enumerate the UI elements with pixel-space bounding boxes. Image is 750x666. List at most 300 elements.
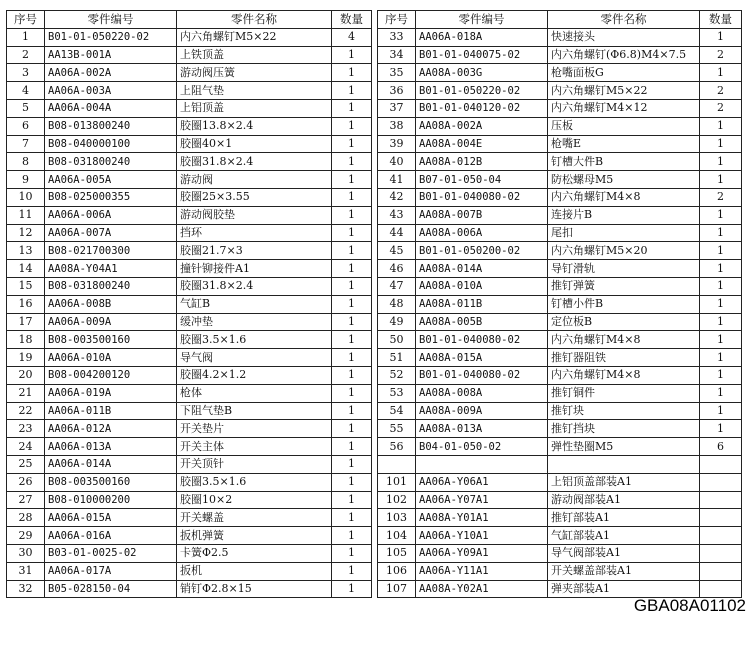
cell-no: 17 bbox=[7, 313, 45, 331]
cell-part-name: 钉槽大件B bbox=[548, 153, 700, 171]
cell-part-name: 开关螺盖部装A1 bbox=[548, 562, 700, 580]
table-row bbox=[7, 153, 372, 171]
table-row bbox=[7, 384, 372, 402]
cell-qty: 1 bbox=[700, 420, 742, 438]
cell-part-code bbox=[416, 455, 548, 473]
table-row bbox=[7, 28, 372, 46]
cell-part-code: AA06A-013A bbox=[45, 438, 177, 456]
cell-part-name: 开关垫片 bbox=[177, 420, 332, 438]
cell-part-code: AA08A-010A bbox=[416, 277, 548, 295]
cell-qty: 1 bbox=[700, 331, 742, 349]
cell-qty bbox=[700, 527, 742, 545]
table-row bbox=[378, 153, 742, 171]
cell-part-code: AA06A-011B bbox=[45, 402, 177, 420]
cell-qty: 1 bbox=[332, 580, 372, 598]
cell-part-name: 开关主体 bbox=[177, 438, 332, 456]
cell-part-code: AA08A-013A bbox=[416, 420, 548, 438]
table-row bbox=[7, 242, 372, 260]
cell-part-name: 内六角螺钉M5×22 bbox=[177, 28, 332, 46]
cell-qty: 1 bbox=[700, 153, 742, 171]
cell-part-code: AA08A-Y02A1 bbox=[416, 580, 548, 598]
cell-part-code: AA08A-011B bbox=[416, 295, 548, 313]
table-row bbox=[378, 224, 742, 242]
header-qty: 数量 bbox=[332, 11, 372, 29]
cell-no: 44 bbox=[378, 224, 416, 242]
cell-part-code: AA06A-Y09A1 bbox=[416, 544, 548, 562]
cell-part-name: 快速接头 bbox=[548, 28, 700, 46]
cell-qty: 4 bbox=[332, 28, 372, 46]
cell-part-name: 枪嘴面板G bbox=[548, 64, 700, 82]
cell-qty: 1 bbox=[332, 544, 372, 562]
table-row bbox=[7, 224, 372, 242]
cell-qty: 1 bbox=[700, 384, 742, 402]
cell-no: 47 bbox=[378, 277, 416, 295]
table-row bbox=[7, 509, 372, 527]
cell-qty: 2 bbox=[700, 188, 742, 206]
table-row bbox=[378, 402, 742, 420]
cell-part-name: 钉槽小件B bbox=[548, 295, 700, 313]
cell-part-name: 上阻气垫 bbox=[177, 82, 332, 100]
table-row bbox=[378, 544, 742, 562]
cell-qty: 1 bbox=[332, 331, 372, 349]
cell-part-code: AA06A-018A bbox=[416, 28, 548, 46]
cell-qty: 1 bbox=[332, 491, 372, 509]
cell-qty bbox=[700, 509, 742, 527]
cell-part-code: B08-004200120 bbox=[45, 366, 177, 384]
cell-qty: 1 bbox=[332, 438, 372, 456]
cell-part-name: 导钉滑轨 bbox=[548, 260, 700, 278]
cell-part-name: 内六角螺钉M4×8 bbox=[548, 188, 700, 206]
cell-no: 4 bbox=[7, 82, 45, 100]
cell-part-name: 胶圈25×3.55 bbox=[177, 188, 332, 206]
cell-no: 107 bbox=[378, 580, 416, 598]
cell-part-code: AA06A-017A bbox=[45, 562, 177, 580]
cell-part-name: 缓冲垫 bbox=[177, 313, 332, 331]
table-row bbox=[378, 295, 742, 313]
cell-no: 50 bbox=[378, 331, 416, 349]
table-row bbox=[7, 117, 372, 135]
table-row bbox=[7, 331, 372, 349]
cell-no: 6 bbox=[7, 117, 45, 135]
cell-part-name: 销钉Φ2.8×15 bbox=[177, 580, 332, 598]
cell-no: 3 bbox=[7, 64, 45, 82]
cell-part-name: 气缸部装A1 bbox=[548, 527, 700, 545]
cell-no bbox=[378, 455, 416, 473]
cell-no: 51 bbox=[378, 349, 416, 367]
table-row bbox=[7, 544, 372, 562]
cell-qty: 1 bbox=[332, 153, 372, 171]
cell-part-code: B08-003500160 bbox=[45, 331, 177, 349]
cell-part-name: 撞针铆接件A1 bbox=[177, 260, 332, 278]
cell-no: 56 bbox=[378, 438, 416, 456]
cell-part-code: B01-01-040120-02 bbox=[416, 99, 548, 117]
cell-qty: 1 bbox=[700, 28, 742, 46]
cell-no: 15 bbox=[7, 277, 45, 295]
cell-part-name: 开关顶针 bbox=[177, 455, 332, 473]
cell-part-name: 游动阀胶垫 bbox=[177, 206, 332, 224]
header-no: 序号 bbox=[378, 11, 416, 29]
cell-part-name: 胶圈3.5×1.6 bbox=[177, 331, 332, 349]
table-row bbox=[7, 313, 372, 331]
cell-part-name: 内六角螺钉M4×8 bbox=[548, 331, 700, 349]
table-row bbox=[7, 580, 372, 598]
cell-no: 32 bbox=[7, 580, 45, 598]
cell-part-name: 胶圈10×2 bbox=[177, 491, 332, 509]
cell-qty: 1 bbox=[332, 260, 372, 278]
cell-part-code: AA08A-003G bbox=[416, 64, 548, 82]
cell-qty: 1 bbox=[332, 455, 372, 473]
table-row bbox=[7, 188, 372, 206]
cell-part-code: AA08A-004E bbox=[416, 135, 548, 153]
cell-part-code: B01-01-040080-02 bbox=[416, 188, 548, 206]
cell-no: 18 bbox=[7, 331, 45, 349]
cell-no: 10 bbox=[7, 188, 45, 206]
cell-no: 33 bbox=[378, 28, 416, 46]
cell-qty: 1 bbox=[332, 117, 372, 135]
cell-part-code: AA08A-009A bbox=[416, 402, 548, 420]
cell-qty: 1 bbox=[332, 473, 372, 491]
table-row bbox=[7, 349, 372, 367]
cell-no: 27 bbox=[7, 491, 45, 509]
cell-part-code: B01-01-050220-02 bbox=[45, 28, 177, 46]
cell-no: 21 bbox=[7, 384, 45, 402]
cell-no: 9 bbox=[7, 171, 45, 189]
cell-no: 35 bbox=[378, 64, 416, 82]
cell-part-code: AA06A-004A bbox=[45, 99, 177, 117]
table-row bbox=[7, 420, 372, 438]
table-row bbox=[378, 562, 742, 580]
cell-part-name: 胶圈4.2×1.2 bbox=[177, 366, 332, 384]
cell-qty: 2 bbox=[700, 99, 742, 117]
cell-qty: 1 bbox=[332, 99, 372, 117]
cell-part-name: 内六角螺钉M5×22 bbox=[548, 82, 700, 100]
cell-part-code: AA08A-005B bbox=[416, 313, 548, 331]
table-row bbox=[378, 242, 742, 260]
table-row bbox=[378, 438, 742, 456]
cell-no: 19 bbox=[7, 349, 45, 367]
cell-part-code: AA06A-Y11A1 bbox=[416, 562, 548, 580]
cell-part-name: 压板 bbox=[548, 117, 700, 135]
cell-part-code: B07-01-050-04 bbox=[416, 171, 548, 189]
cell-qty: 1 bbox=[332, 188, 372, 206]
cell-no: 1 bbox=[7, 28, 45, 46]
cell-part-code: AA06A-015A bbox=[45, 509, 177, 527]
cell-part-code: B01-01-050200-02 bbox=[416, 242, 548, 260]
cell-no: 40 bbox=[378, 153, 416, 171]
cell-qty bbox=[700, 562, 742, 580]
cell-qty: 1 bbox=[332, 402, 372, 420]
cell-part-name: 连接片B bbox=[548, 206, 700, 224]
cell-part-name: 推钉块 bbox=[548, 402, 700, 420]
table-row bbox=[378, 28, 742, 46]
cell-part-code: AA06A-Y06A1 bbox=[416, 473, 548, 491]
cell-part-name: 卡簧Φ2.5 bbox=[177, 544, 332, 562]
table-row bbox=[7, 491, 372, 509]
cell-part-name: 推钉弹簧 bbox=[548, 277, 700, 295]
table-row bbox=[378, 384, 742, 402]
cell-no: 49 bbox=[378, 313, 416, 331]
cell-part-code: B01-01-050220-02 bbox=[416, 82, 548, 100]
cell-no: 48 bbox=[378, 295, 416, 313]
table-row bbox=[7, 260, 372, 278]
cell-part-code: AA08A-014A bbox=[416, 260, 548, 278]
cell-part-name: 胶圈3.5×1.6 bbox=[177, 473, 332, 491]
cell-part-name: 胶圈40×1 bbox=[177, 135, 332, 153]
cell-part-code: AA06A-002A bbox=[45, 64, 177, 82]
table-row bbox=[378, 188, 742, 206]
cell-qty: 6 bbox=[700, 438, 742, 456]
cell-qty: 1 bbox=[332, 562, 372, 580]
cell-qty: 1 bbox=[332, 384, 372, 402]
table-row bbox=[7, 438, 372, 456]
cell-part-name: 气缸B bbox=[177, 295, 332, 313]
cell-qty: 1 bbox=[700, 117, 742, 135]
cell-no: 36 bbox=[378, 82, 416, 100]
cell-no: 11 bbox=[7, 206, 45, 224]
table-row bbox=[7, 171, 372, 189]
cell-part-name: 推钉挡块 bbox=[548, 420, 700, 438]
cell-qty: 2 bbox=[700, 46, 742, 64]
cell-no: 38 bbox=[378, 117, 416, 135]
parts-table-left bbox=[6, 10, 372, 598]
cell-part-name: 游动阀压簧 bbox=[177, 64, 332, 82]
cell-part-code: AA08A-006A bbox=[416, 224, 548, 242]
cell-qty: 1 bbox=[332, 82, 372, 100]
cell-part-code: AA06A-016A bbox=[45, 527, 177, 545]
cell-part-code: B08-021700300 bbox=[45, 242, 177, 260]
table-row bbox=[378, 46, 742, 64]
table-row bbox=[7, 277, 372, 295]
table-row bbox=[378, 313, 742, 331]
cell-no: 16 bbox=[7, 295, 45, 313]
cell-part-code: B08-031800240 bbox=[45, 153, 177, 171]
table-row bbox=[378, 420, 742, 438]
cell-part-code: AA08A-Y04A1 bbox=[45, 260, 177, 278]
table-row bbox=[378, 277, 742, 295]
cell-part-name: 弹夹部装A1 bbox=[548, 580, 700, 598]
cell-qty: 1 bbox=[332, 313, 372, 331]
cell-qty bbox=[700, 491, 742, 509]
cell-part-name: 挡环 bbox=[177, 224, 332, 242]
cell-qty: 1 bbox=[700, 135, 742, 153]
table-row bbox=[378, 99, 742, 117]
table-row bbox=[378, 455, 742, 473]
cell-no: 55 bbox=[378, 420, 416, 438]
cell-no: 41 bbox=[378, 171, 416, 189]
cell-qty bbox=[700, 544, 742, 562]
cell-qty: 1 bbox=[332, 224, 372, 242]
table-row bbox=[378, 527, 742, 545]
cell-qty: 1 bbox=[332, 349, 372, 367]
cell-no: 23 bbox=[7, 420, 45, 438]
cell-no: 54 bbox=[378, 402, 416, 420]
cell-qty: 1 bbox=[700, 206, 742, 224]
cell-no: 102 bbox=[378, 491, 416, 509]
cell-no: 5 bbox=[7, 99, 45, 117]
cell-part-code: B01-01-040080-02 bbox=[416, 366, 548, 384]
cell-qty: 1 bbox=[700, 366, 742, 384]
table-row bbox=[7, 366, 372, 384]
cell-qty: 1 bbox=[332, 295, 372, 313]
cell-part-code: AA08A-008A bbox=[416, 384, 548, 402]
cell-part-code: B08-031800240 bbox=[45, 277, 177, 295]
cell-part-name: 胶圈13.8×2.4 bbox=[177, 117, 332, 135]
cell-part-name: 弹性垫圈M5 bbox=[548, 438, 700, 456]
table-row bbox=[378, 366, 742, 384]
cell-part-code: B08-010000200 bbox=[45, 491, 177, 509]
cell-qty: 1 bbox=[332, 277, 372, 295]
cell-qty: 1 bbox=[332, 509, 372, 527]
cell-part-code: B05-028150-04 bbox=[45, 580, 177, 598]
cell-no: 43 bbox=[378, 206, 416, 224]
cell-part-code: AA13B-001A bbox=[45, 46, 177, 64]
table-row bbox=[7, 473, 372, 491]
table-row bbox=[378, 206, 742, 224]
cell-part-name: 上铝顶盖部装A1 bbox=[548, 473, 700, 491]
table-row bbox=[7, 135, 372, 153]
table-row bbox=[7, 527, 372, 545]
cell-qty: 1 bbox=[332, 135, 372, 153]
table-row bbox=[378, 64, 742, 82]
cell-no: 29 bbox=[7, 527, 45, 545]
cell-no: 37 bbox=[378, 99, 416, 117]
cell-no: 31 bbox=[7, 562, 45, 580]
cell-part-name: 扳机 bbox=[177, 562, 332, 580]
cell-no: 12 bbox=[7, 224, 45, 242]
cell-qty: 1 bbox=[700, 277, 742, 295]
table-row bbox=[378, 331, 742, 349]
cell-no: 106 bbox=[378, 562, 416, 580]
cell-part-code: AA08A-007B bbox=[416, 206, 548, 224]
cell-part-name: 推钉铜件 bbox=[548, 384, 700, 402]
document-code: GBA08A01102 bbox=[633, 596, 746, 615]
cell-part-name: 开关螺盖 bbox=[177, 509, 332, 527]
table-row bbox=[378, 349, 742, 367]
cell-part-name: 内六角螺钉M5×20 bbox=[548, 242, 700, 260]
table-row bbox=[378, 491, 742, 509]
cell-part-name: 定位板B bbox=[548, 313, 700, 331]
cell-part-code: B08-003500160 bbox=[45, 473, 177, 491]
header-code: 零件编号 bbox=[416, 11, 548, 29]
table-row bbox=[378, 509, 742, 527]
cell-part-name bbox=[548, 455, 700, 473]
cell-no: 13 bbox=[7, 242, 45, 260]
cell-part-code: AA06A-003A bbox=[45, 82, 177, 100]
cell-part-code: B03-01-0025-02 bbox=[45, 544, 177, 562]
table-row bbox=[7, 206, 372, 224]
cell-qty: 1 bbox=[332, 527, 372, 545]
table-row bbox=[7, 99, 372, 117]
cell-no: 42 bbox=[378, 188, 416, 206]
cell-part-code: AA08A-015A bbox=[416, 349, 548, 367]
cell-qty: 1 bbox=[700, 402, 742, 420]
cell-no: 8 bbox=[7, 153, 45, 171]
cell-part-name: 扳机弹簧 bbox=[177, 527, 332, 545]
cell-no: 25 bbox=[7, 455, 45, 473]
cell-part-code: AA06A-014A bbox=[45, 455, 177, 473]
cell-part-code: AA06A-019A bbox=[45, 384, 177, 402]
cell-no: 39 bbox=[378, 135, 416, 153]
cell-part-code: B01-01-040075-02 bbox=[416, 46, 548, 64]
cell-part-code: B08-013800240 bbox=[45, 117, 177, 135]
cell-part-name: 上铁顶盖 bbox=[177, 46, 332, 64]
table-row bbox=[378, 473, 742, 491]
cell-part-name: 枪体 bbox=[177, 384, 332, 402]
cell-qty: 1 bbox=[700, 224, 742, 242]
cell-qty bbox=[700, 455, 742, 473]
cell-part-code: B04-01-050-02 bbox=[416, 438, 548, 456]
cell-part-name: 导气阀 bbox=[177, 349, 332, 367]
cell-part-code: AA06A-009A bbox=[45, 313, 177, 331]
cell-no: 52 bbox=[378, 366, 416, 384]
cell-no: 53 bbox=[378, 384, 416, 402]
cell-no: 2 bbox=[7, 46, 45, 64]
cell-no: 34 bbox=[378, 46, 416, 64]
cell-qty: 1 bbox=[332, 64, 372, 82]
cell-qty: 1 bbox=[332, 46, 372, 64]
cell-part-code: AA06A-Y07A1 bbox=[416, 491, 548, 509]
table-row bbox=[7, 64, 372, 82]
table-row bbox=[378, 82, 742, 100]
cell-part-code: B01-01-040080-02 bbox=[416, 331, 548, 349]
cell-qty: 1 bbox=[700, 349, 742, 367]
cell-no: 101 bbox=[378, 473, 416, 491]
cell-no: 103 bbox=[378, 509, 416, 527]
table-row bbox=[378, 117, 742, 135]
header-no: 序号 bbox=[7, 11, 45, 29]
cell-qty bbox=[700, 473, 742, 491]
header-row bbox=[7, 11, 372, 29]
table-row bbox=[7, 562, 372, 580]
header-code: 零件编号 bbox=[45, 11, 177, 29]
cell-part-code: AA08A-002A bbox=[416, 117, 548, 135]
table-row bbox=[7, 455, 372, 473]
cell-part-name: 胶圈31.8×2.4 bbox=[177, 277, 332, 295]
cell-qty: 1 bbox=[700, 260, 742, 278]
cell-no: 22 bbox=[7, 402, 45, 420]
cell-part-code: AA06A-007A bbox=[45, 224, 177, 242]
cell-qty: 1 bbox=[700, 313, 742, 331]
table-row bbox=[7, 402, 372, 420]
cell-qty: 1 bbox=[700, 242, 742, 260]
cell-part-code: AA06A-008B bbox=[45, 295, 177, 313]
cell-part-name: 尾扣 bbox=[548, 224, 700, 242]
cell-qty: 1 bbox=[332, 420, 372, 438]
cell-part-name: 胶圈21.7×3 bbox=[177, 242, 332, 260]
cell-part-name: 防松螺母M5 bbox=[548, 171, 700, 189]
cell-qty: 1 bbox=[332, 171, 372, 189]
cell-part-code: B08-025000355 bbox=[45, 188, 177, 206]
cell-no: 20 bbox=[7, 366, 45, 384]
parts-table-right bbox=[377, 10, 742, 598]
cell-no: 105 bbox=[378, 544, 416, 562]
cell-part-name: 内六角螺钉M4×8 bbox=[548, 366, 700, 384]
cell-part-name: 游动阀部装A1 bbox=[548, 491, 700, 509]
cell-part-name: 导气阀部装A1 bbox=[548, 544, 700, 562]
cell-part-code: AA08A-Y01A1 bbox=[416, 509, 548, 527]
cell-no: 46 bbox=[378, 260, 416, 278]
header-name: 零件名称 bbox=[177, 11, 332, 29]
cell-part-code: AA06A-005A bbox=[45, 171, 177, 189]
cell-part-code: B08-040000100 bbox=[45, 135, 177, 153]
cell-part-code: AA06A-Y10A1 bbox=[416, 527, 548, 545]
header-row bbox=[378, 11, 742, 29]
table-row bbox=[378, 135, 742, 153]
header-name: 零件名称 bbox=[548, 11, 700, 29]
header-qty: 数量 bbox=[700, 11, 742, 29]
cell-qty: 1 bbox=[332, 206, 372, 224]
cell-part-name: 推钉器阻铁 bbox=[548, 349, 700, 367]
